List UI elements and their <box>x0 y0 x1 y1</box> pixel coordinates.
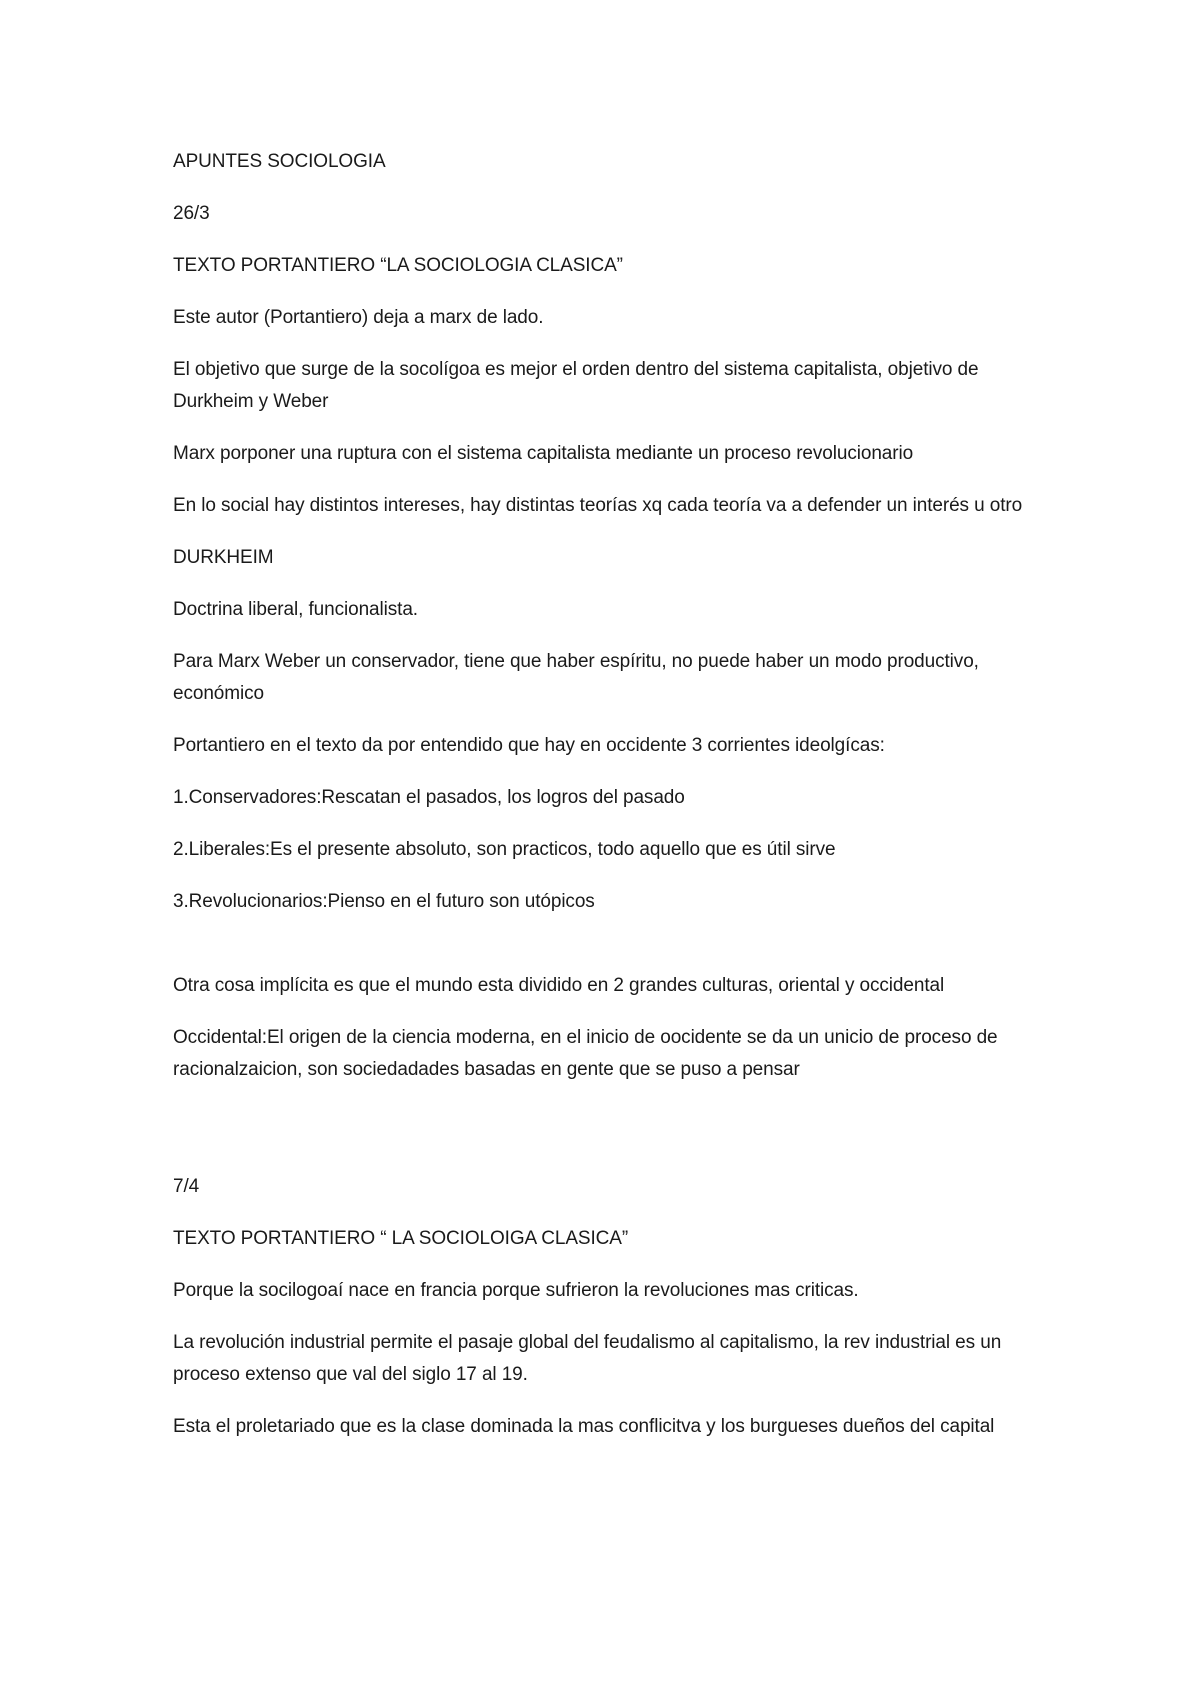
paragraph: Este autor (Portantiero) deja a marx de lado. <box>173 307 544 328</box>
paragraph: Marx porponer una ruptura con el sistema capitalista mediante un proceso revolucionario <box>173 443 914 464</box>
section-heading: TEXTO PORTANTIERO “ LA SOCIOLOIGA CLASICA” <box>173 1228 629 1249</box>
paragraph: Para Marx Weber un conservador, tiene que haber espíritu, no puede haber un modo productivo, económico <box>173 651 979 704</box>
paragraph: Doctrina liberal, funcionalista. <box>173 599 418 620</box>
paragraph: Porque la socilogoaí nace en francia porque sufrieron la revoluciones mas criticas. <box>173 1280 859 1301</box>
paragraph: Occidental:El origen de la ciencia moderna, en el inicio de oocidente se da un unicio de proceso de racionalzaicion, son sociedadades basadas en gente que se puso a pensar <box>173 1027 998 1080</box>
document-title: APUNTES SOCIOLOGIA <box>173 151 386 172</box>
section-heading: DURKHEIM <box>173 547 274 568</box>
list-item: 1.Conservadores:Rescatan el pasados, los logros del pasado <box>173 787 685 808</box>
paragraph: El objetivo que surge de la socolígoa es mejor el orden dentro del sistema capitalista, objetivo de Durkheim y Weber <box>173 359 979 412</box>
paragraph: La revolución industrial permite el pasaje global del feudalismo al capitalismo, la rev industrial es un proceso extenso que val del siglo 17 al 19. <box>173 1332 1002 1385</box>
paragraph: Esta el proletariado que es la clase dominada la mas conflicitva y los burgueses dueños del capital <box>173 1416 995 1437</box>
paragraph: Otra cosa implícita es que el mundo esta dividido en 2 grandes culturas, oriental y occidental <box>173 975 945 996</box>
date-heading: 7/4 <box>173 1176 200 1197</box>
date-heading: 26/3 <box>173 203 210 224</box>
list-item: 2.Liberales:Es el presente absoluto, son practicos, todo aquello que es útil sirve <box>173 839 836 860</box>
list-item: 3.Revolucionarios:Pienso en el futuro son utópicos <box>173 891 595 912</box>
section-heading: TEXTO PORTANTIERO “LA SOCIOLOGIA CLASICA” <box>173 255 623 276</box>
paragraph: En lo social hay distintos intereses, hay distintas teorías xq cada teoría va a defender un interés u otro <box>173 495 1023 516</box>
paragraph: Portantiero en el texto da por entendido que hay en occidente 3 corrientes ideolgícas: <box>173 735 885 756</box>
